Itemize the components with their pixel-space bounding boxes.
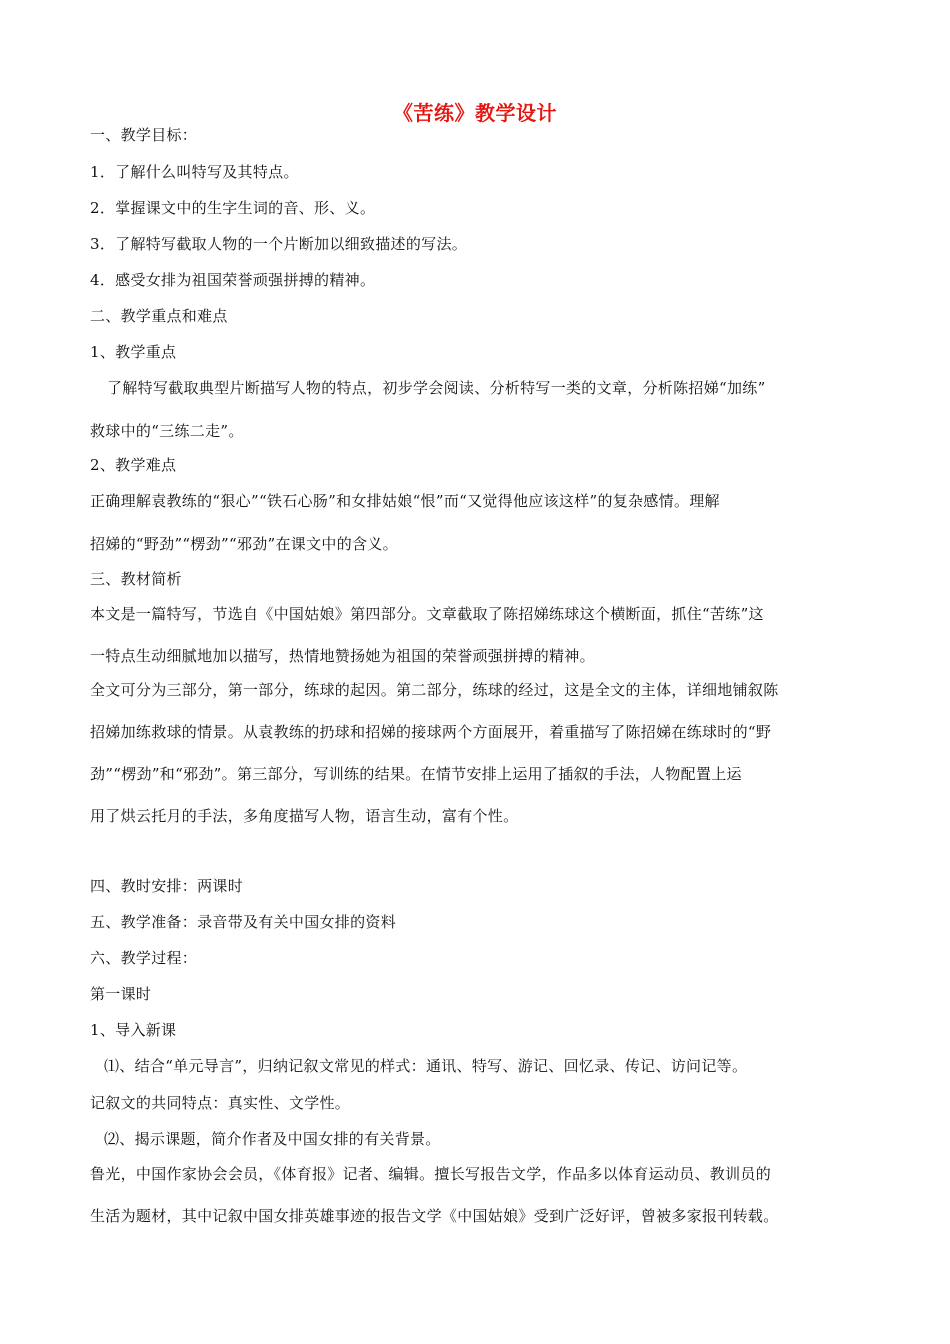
paragraph-line: 生活为题材，其中记叙中国女排英雄事迹的报告文学《中国姑娘》受到广泛好评，曾被多家报刊转载。 [90, 1207, 779, 1225]
paragraph-line: 救球中的“三练二走”。 [90, 422, 244, 440]
goal-item-3: 3．了解特写截取人物的一个片断加以细致描述的写法。 [90, 235, 468, 253]
subheading-key-points: 1、教学重点 [90, 343, 177, 361]
paragraph-line: 全文可分为三部分，第一部分，练球的起因。第二部分，练球的经过，这是全文的主体，详细地铺叙陈 [90, 681, 779, 699]
subheading-introduction: 1、导入新课 [90, 1021, 177, 1039]
paragraph-line: 鲁光，中国作家协会会员，《体育报》记者、编辑。擅长写报告文学，作品多以体育运动员、教训员的 [90, 1165, 772, 1183]
section-heading-process: 六、教学过程： [90, 949, 198, 967]
section-heading-focus: 二、教学重点和难点 [90, 307, 228, 325]
subheading-difficulties: 2、教学难点 [90, 456, 177, 474]
goal-item-2: 2．掌握课文中的生字生词的音、形、义。 [90, 199, 376, 217]
section-heading-analysis: 三、教材简析 [90, 570, 182, 588]
paragraph-line: 记叙文的共同特点：真实性、文学性。 [90, 1094, 351, 1112]
paragraph-line: 一特点生动细腻地加以描写，热情地赞扬她为祖国的荣誉顽强拼搏的精神。 [90, 647, 595, 665]
paragraph-line: ⑵、揭示课题，简介作者及中国女排的有关背景。 [104, 1130, 441, 1148]
section-heading-schedule: 四、教时安排：两课时 [90, 877, 244, 895]
paragraph-line: 本文是一篇特写，节选自《中国姑娘》第四部分。文章截取了陈招娣练球这个横断面，抓住“苦练”这 [90, 605, 764, 623]
paragraph-line: 招娣的“野劲”“楞劲”“邪劲”在课文中的含义。 [90, 535, 398, 553]
paragraph-line: 了解特写截取典型片断描写人物的特点，初步学会阅读、分析特写一类的文章，分析陈招娣“加练” [107, 379, 766, 397]
subheading-first-lesson: 第一课时 [90, 985, 152, 1003]
section-heading-goals: 一、教学目标： [90, 126, 198, 144]
goal-item-1: 1．了解什么叫特写及其特点。 [90, 163, 299, 181]
goal-item-4: 4．感受女排为祖国荣誉顽强拼搏的精神。 [90, 271, 376, 289]
paragraph-line: 正确理解袁教练的“狠心”“铁石心肠”和女排姑娘“恨”而“又觉得他应该这样”的复杂感情。理解 [90, 492, 720, 510]
section-heading-preparation: 五、教学准备：录音带及有关中国女排的资料 [90, 913, 397, 931]
paragraph-line: ⑴、结合“单元导言”，归纳记叙文常见的样式：通讯、特写、游记、回忆录、传记、访问记等。 [104, 1057, 748, 1075]
paragraph-line: 用了烘云托月的手法，多角度描写人物，语言生动，富有个性。 [90, 807, 519, 825]
paragraph-line: 劲”“楞劲”和“邪劲”。第三部分，写训练的结果。在情节安排上运用了插叙的手法，人物配置上运 [90, 765, 742, 783]
paragraph-line: 招娣加练救球的情景。从袁教练的扔球和招娣的接球两个方面展开，着重描写了陈招娣在练球时的“野 [90, 723, 772, 741]
document-title: 《苦练》教学设计 [393, 101, 557, 125]
